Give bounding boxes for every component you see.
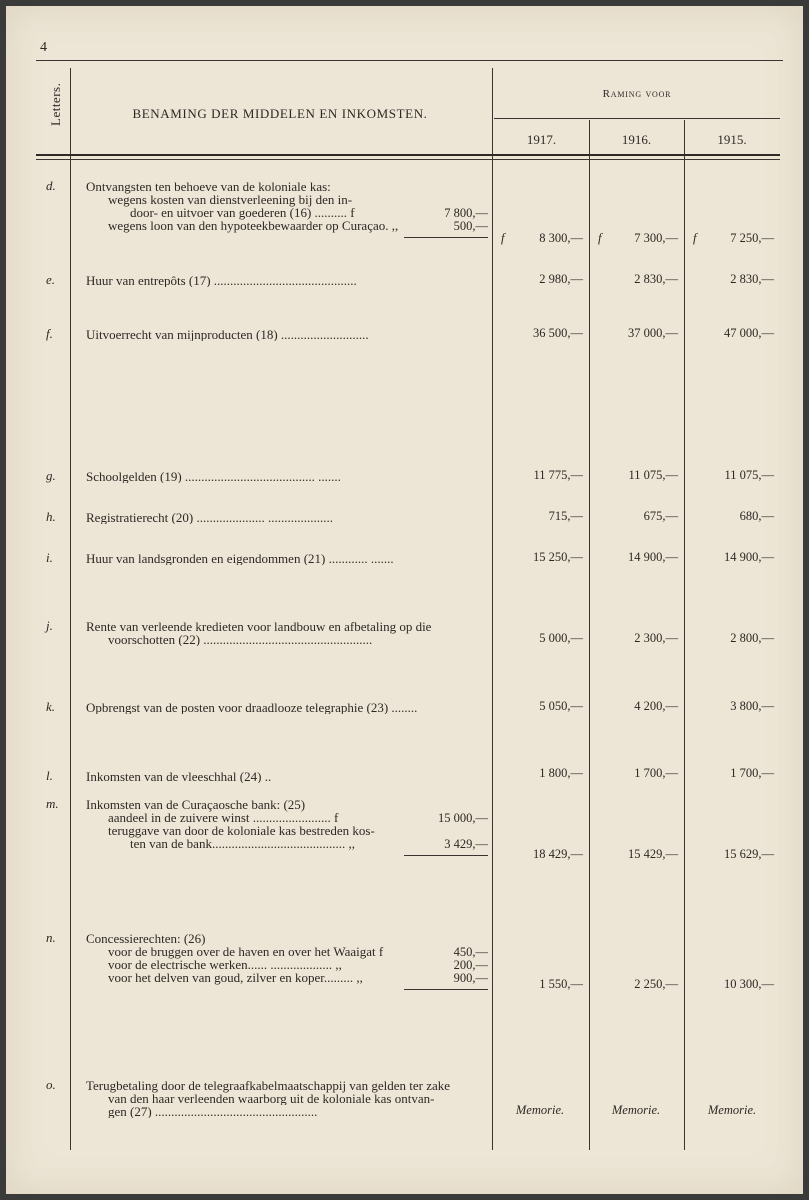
top-rule [36,60,783,61]
row-d-florin-1916: f [598,231,602,245]
row-d-letter: d. [46,178,56,193]
row-d-florin-1917: f [501,231,505,245]
row-i-value-1917: 15 250,— [533,550,583,564]
row-l-value-1915: 1 700,— [730,766,774,780]
row-m-line-4: ten van de bank......................................... ,, [130,836,355,851]
year-1916-header: 1916. [621,132,652,147]
row-n-value-1915: 10 300,— [724,977,774,991]
row-k-description: Opbrengst van de posten voor draadlooze telegraphie (23) ........ [86,701,418,714]
row-d-value-1916: 7 300,— [634,231,678,245]
row-d-value-1915: 7 250,— [730,231,774,245]
row-d-sub-amount-2: 500,— [453,219,488,233]
row-k-value-1917: 5 050,— [539,699,583,713]
row-g-value-1915: 11 075,— [724,468,774,482]
row-j-value-1917: 5 000,— [539,631,583,645]
year-1917-header: 1917. [526,132,557,147]
row-n-line-3: voor de electrische werken...... ................... ,, [108,957,342,972]
row-m-line-2: aandeel in de zuivere winst ........................ f [108,810,339,825]
row-f-value-1916: 37 000,— [628,326,678,340]
row-h-value-1917: 715,— [548,509,583,523]
row-h-value-1916: 675,— [643,509,678,523]
row-o-line-3: gen (27) .................................................. [108,1105,318,1118]
row-k-value-1916: 4 200,— [634,699,678,713]
row-e-description: Huur van entrepôts (17) ............................................ [86,274,357,287]
row-m-value-1916: 15 429,— [628,847,678,861]
row-j-value-1916: 2 300,— [634,631,678,645]
row-m-sum-line [404,855,488,856]
row-g-description: Schoolgelden (19) ........................................ ....... [86,470,341,483]
row-o-line-2: van den haar verleenden waarborg uit de koloniale kas ontvan- [108,1092,435,1105]
row-m-line-1: Inkomsten van de Curaçaosche bank: (25) [86,797,306,812]
row-d-line-2: wegens kosten van dienstverleening bij den in- [108,192,353,207]
rule-header-bottom-2 [36,159,780,160]
row-e-value-1915: 2 830,— [730,272,774,286]
rule-col-1916 [684,120,685,1150]
row-j-value-1915: 2 800,— [730,631,774,645]
raming-header: Raming voor [602,88,672,100]
rule-letters-col [70,68,71,1150]
row-d-florin-1915: f [693,231,697,245]
row-e-value-1916: 2 830,— [634,272,678,286]
row-o-line-1: Terugbetaling door de telegraafkabelmaatschappij van gelden ter zake [86,1078,450,1093]
row-e-value-1917: 2 980,— [539,272,583,286]
row-m-line-3: teruggave van door de koloniale kas bestreden kos- [108,823,375,838]
row-m-letter: m. [46,796,59,811]
row-f-letter: f. [46,326,53,341]
document-page [6,6,803,1194]
title-header: BENAMING DER MIDDELEN EN INKOMSTEN. [132,106,428,121]
row-f-value-1915: 47 000,— [724,326,774,340]
row-n-value-1917: 1 550,— [539,977,583,991]
row-g-value-1916: 11 075,— [628,468,678,482]
row-h-description: Registratierecht (20) ..................... .................... [86,511,333,524]
row-n-sub-amount-1: 450,— [453,945,488,959]
row-g-letter: g. [46,468,56,483]
row-o-value-1916: Memorie. [611,1103,661,1117]
row-d-line-3: door- en uitvoer van goederen (16) .......... f [130,205,355,220]
row-d-line-4: wegens loon van den hypoteekbewaarder op Curaçao. ,, [108,218,399,233]
row-g-value-1917: 11 775,— [533,468,583,482]
letters-header: Letters. [48,82,63,126]
rule-header-bottom [36,154,780,156]
rule-col-1917 [589,120,590,1150]
row-e-letter: e. [46,272,56,287]
rule-raming [494,118,780,119]
row-n-letter: n. [46,930,56,945]
row-i-letter: i. [46,550,53,565]
row-l-value-1917: 1 800,— [539,766,583,780]
row-n-sub-amount-2: 200,— [453,958,488,972]
row-m-value-1915: 15 629,— [724,847,774,861]
row-o-letter: o. [46,1077,56,1092]
row-h-value-1915: 680,— [739,509,774,523]
row-n-sum-line [404,989,488,990]
row-o-value-1917: Memorie. [515,1103,565,1117]
row-n-line-1: Concessierechten: (26) [86,931,206,946]
page-number: 4 [40,40,47,55]
row-j-letter: j. [46,618,53,633]
rule-desc-col [492,68,493,1150]
row-m-sub-amount-1: 15 000,— [438,811,488,825]
row-m-value-1917: 18 429,— [533,847,583,861]
row-j-line-1: Rente van verleende kredieten voor landbouw en afbetaling op die [86,619,432,634]
row-o-value-1915: Memorie. [707,1103,757,1117]
row-f-value-1917: 36 500,— [533,326,583,340]
row-n-line-2: voor de bruggen over de haven en over het Waaigat f [108,944,384,959]
year-1915-header: 1915. [717,132,747,147]
row-k-letter: k. [46,699,56,714]
row-i-value-1915: 14 900,— [724,550,774,564]
row-n-line-4: voor het delven van goud, zilver en koper......... ,, [108,970,363,985]
row-l-description: Inkomsten van de vleeschhal (24) .. [86,770,272,783]
row-d-value-1917: 8 300,— [539,231,583,245]
row-l-value-1916: 1 700,— [634,766,678,780]
row-j-line-2: voorschotten (22) .................................................... [108,633,373,646]
row-f-description: Uitvoerrecht van mijnproducten (18) ........................... [86,328,369,341]
row-l-letter: l. [46,768,53,783]
row-m-sub-amount-2: 3 429,— [444,837,488,851]
row-d-sub-amount-1: 7 800,— [444,206,488,220]
row-k-value-1915: 3 800,— [730,699,774,713]
row-n-sub-amount-3: 900,— [453,971,488,985]
row-i-value-1916: 14 900,— [628,550,678,564]
row-d-line-1: Ontvangsten ten behoeve van de koloniale kas: [86,179,331,194]
row-d-sum-line [404,237,488,238]
row-i-description: Huur van landsgronden en eigendommen (21) ............ ....... [86,552,394,565]
row-h-letter: h. [46,509,56,524]
row-n-value-1916: 2 250,— [634,977,678,991]
